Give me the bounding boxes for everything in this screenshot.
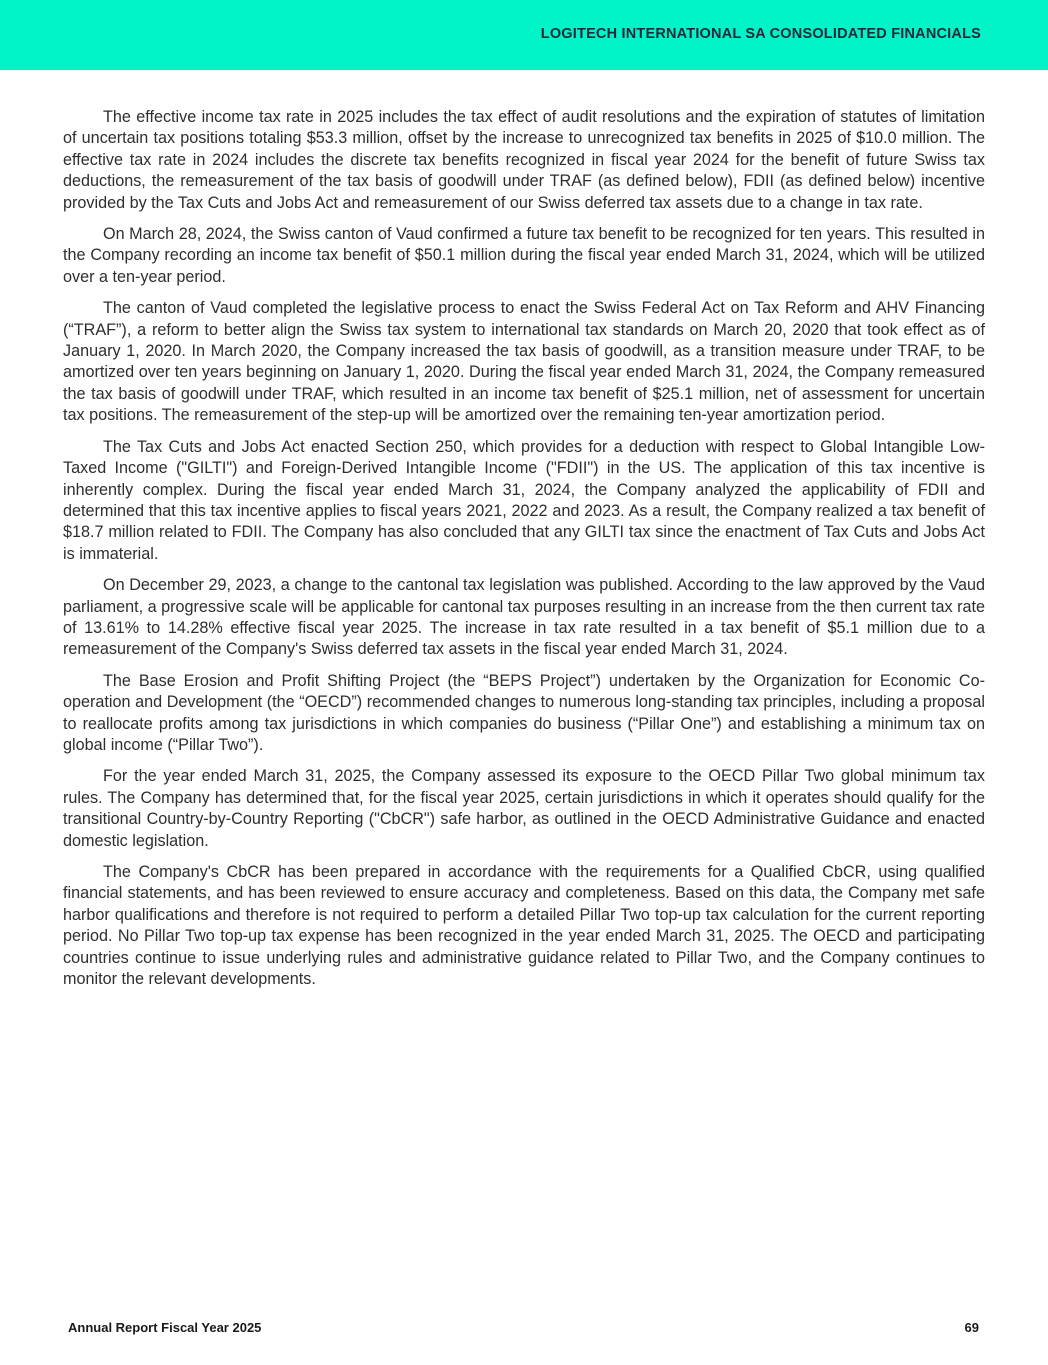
paragraph-cantonal-legislation: On December 29, 2023, a change to the cantonal tax legislation was published. According to the law approved by the Vaud parliament, a progressive scale will be applicable for cantonal tax purposes resulting in an increase from the then current tax rate of 13.61% to 14.28% effective fiscal year 2025. The increase in tax rate resulted in a tax benefit of $5.1 million due to a remeasurement of the Company's Swiss deferred tax assets in the fiscal year ended March 31, 2024. — [63, 576, 985, 659]
paragraph-cbcr: The Company's CbCR has been prepared in accordance with the requirements for a Qualified CbCR, using qualified financial statements, and has been reviewed to ensure accuracy and completeness. Based on this data, the Company met safe harbor qualifications and therefore is not required to perform a detailed Pillar Two top-up tax calculation for the current reporting period. No Pillar Two top-up tax expense has been recognized in the year ended March 31, 2025. The OECD and participating countries continue to issue underlying rules and administrative guidance related to Pillar Two, and the Company continues to monitor the relevant developments. — [63, 863, 985, 989]
paragraph-gilti-fdii: The Tax Cuts and Jobs Act enacted Section 250, which provides for a deduction with respect to Global Intangible Low-Taxed Income ("GILTI") and Foreign-Derived Intangible Income ("FDII") in the US. The application of this tax incentive is inherently complex. During the fiscal year ended March 31, 2024, the Company analyzed the applicability of FDII and determined that this tax incentive applies to fiscal years 2021, 2022 and 2023. As a result, the Company realized a tax benefit of $18.7 million related to FDII. The Company has also concluded that any GILTI tax since the enactment of Tax Cuts and Jobs Act is immaterial. — [63, 437, 985, 563]
paragraph-vaud-tax-benefit: On March 28, 2024, the Swiss canton of Vaud confirmed a future tax benefit to be recognized for ten years. This resulted in the Company recording an income tax benefit of $50.1 million during the fiscal year ended March 31, 2024, which will be utilized over a ten-year period. — [63, 225, 985, 286]
header-title: LOGITECH INTERNATIONAL SA CONSOLIDATED FINANCIALS — [540, 26, 981, 42]
paragraph-pillar-two-exposure: For the year ended March 31, 2025, the Company assessed its exposure to the OECD Pillar Two global minimum tax rules. The Company has determined that, for the fiscal year 2025, certain jurisdictions in which it operates should qualify for the transitional Country-by-Country Reporting ("CbCR") safe harbor, as outlined in the OECD Administrative Guidance and enacted domestic legislation. — [63, 767, 985, 850]
footer-report-title: Annual Report Fiscal Year 2025 — [68, 1320, 262, 1335]
document-body — [63, 107, 985, 1000]
footer-page-number: 69 — [964, 1320, 979, 1335]
paragraph-beps-project: The Base Erosion and Profit Shifting Project (the “BEPS Project”) undertaken by the Organization for Economic Co-operation and Development (the “OECD”) recommended changes to numerous long-standing tax principles, including a proposal to reallocate profits among tax jurisdictions in which companies do business (“Pillar One”) and establishing a minimum tax on global income (“Pillar Two”). — [63, 671, 985, 754]
paragraph-effective-tax-rate: The effective income tax rate in 2025 includes the tax effect of audit resolutions and the expiration of statutes of limitation of uncertain tax positions totaling $53.3 million, offset by the increase to unrecognized tax benefits in 2025 of $10.0 million. The effective tax rate in 2024 includes the discrete tax benefits recognized in fiscal year 2024 for the benefit of future Swiss tax deductions, the remeasurement of the tax basis of goodwill under TRAF (as defined below), FDII (as defined below) incentive provided by the Tax Cuts and Jobs Act and remeasurement of our Swiss deferred tax assets due to a change in tax rate. — [63, 108, 985, 212]
header-band — [0, 0, 1048, 70]
paragraph-traf: The canton of Vaud completed the legislative process to enact the Swiss Federal Act on Tax Reform and AHV Financing (“TRAF”), a reform to better align the Swiss tax system to international tax standards on March 20, 2020 that took effect as of January 1, 2020. In March 2020, the Company increased the tax basis of goodwill, as a transition measure under TRAF, to be amortized over ten years beginning on January 1, 2020. During the fiscal year ended March 31, 2024, the Company remeasured the tax basis of goodwill under TRAF, which resulted in an income tax benefit of $25.1 million, net of assessment for uncertain tax positions. The remeasurement of the step-up will be amortized over the remaining ten-year amortization period. — [63, 299, 985, 425]
